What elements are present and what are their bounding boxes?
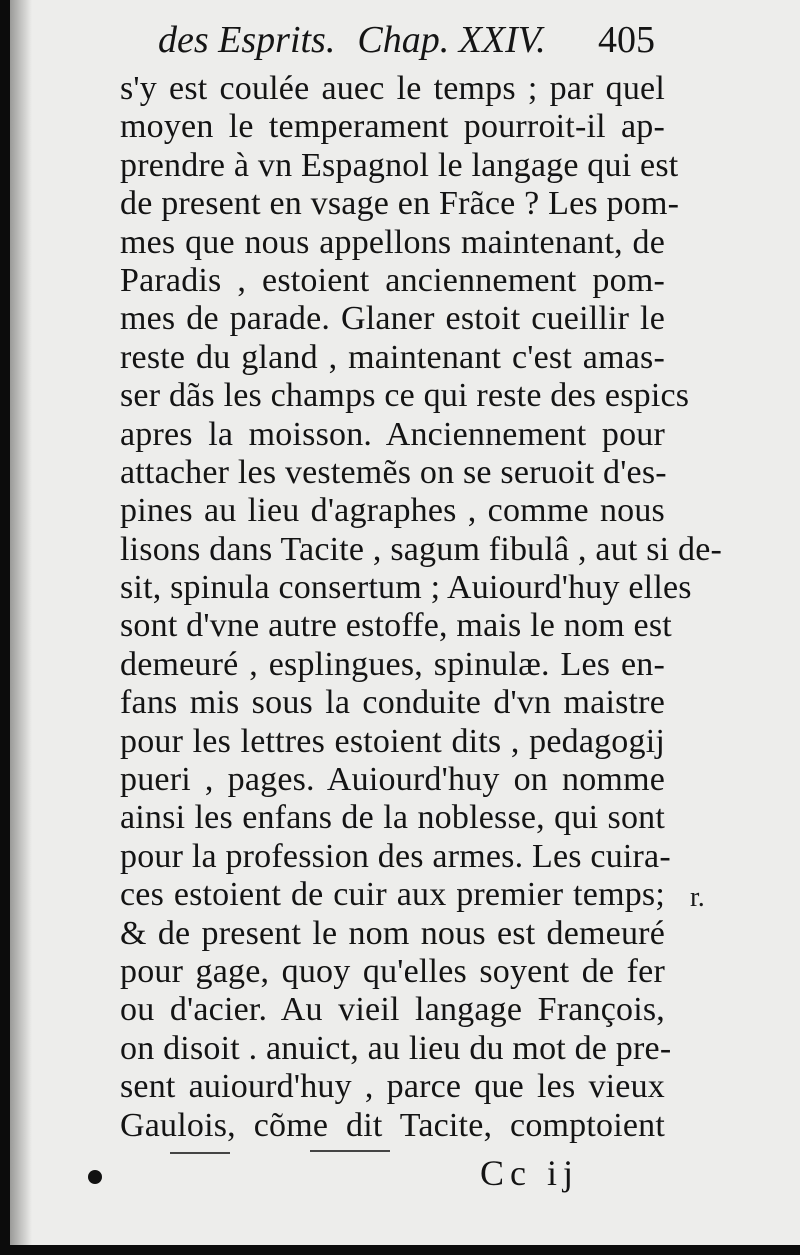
text-line: mes que nous appellons maintenant, de (120, 223, 665, 261)
text-line: attacher les vestemẽs on se seruoit d'es- (120, 453, 667, 491)
page-number: 405 (598, 19, 655, 61)
book-page (10, 0, 800, 1245)
text-line: demeuré , esplingues, spinulæ. Les en- (120, 645, 665, 683)
text-line: lisons dans Tacite , sagum fibulâ , aut si de- (120, 530, 723, 568)
text-line: Paradis , estoient anciennement pom- (120, 261, 665, 299)
text-line: ces estoient de cuir aux premier temps; (120, 876, 665, 914)
text-line: fans mis sous la conduite d'vn maistre (120, 684, 665, 722)
page-gutter-shadow (10, 0, 32, 1245)
running-header (158, 18, 678, 62)
margin-note: r. (690, 882, 705, 913)
text-line: ainsi les enfans de la noblesse, qui sont (120, 799, 665, 837)
header-left: des Esprits. (158, 19, 336, 61)
text-line: mes de parade. Glaner estoit cueillir le (120, 300, 665, 338)
text-line: reste du gland , maintenant c'est amas- (120, 338, 665, 376)
text-line: s'y est coulée auec le temps ; par quel (120, 70, 665, 107)
text-line: moyen le temperament pourroit-il ap- (120, 108, 665, 146)
text-line: & de present le nom nous est demeuré (120, 914, 665, 952)
text-line: pour gage, quoy qu'elles soyent de fer (120, 952, 665, 990)
text-line: sent auiourd'huy , parce que les vieux (120, 1068, 665, 1106)
text-line: pour la profession des armes. Les cuira- (120, 837, 671, 875)
text-line: sont d'vne autre estoffe, mais le nom est (120, 607, 672, 645)
signature-mark: Cc ij (480, 1153, 579, 1193)
header-chapter: Chap. XXIV. (357, 19, 546, 61)
text-line: prendre à vn Espagnol le langage qui est (120, 146, 679, 184)
print-mark (310, 1150, 390, 1152)
text-line: pour les lettres estoient dits , pedagogij (120, 722, 665, 760)
print-mark (170, 1152, 230, 1154)
text-line: ser dãs les champs ce qui reste des espics (120, 377, 690, 415)
text-line: apres la moisson. Anciennement pour (120, 415, 665, 453)
text-line: de present en vsage en Frãce ? Les pom- (120, 185, 680, 223)
text-line: ou d'acier. Au vieil langage François, (120, 991, 665, 1029)
body-text (120, 70, 723, 1145)
text-line: Gaulois, cõme dit Tacite, comptoient (120, 1106, 665, 1144)
text-line: pines au lieu d'agraphes , comme nous (120, 492, 665, 530)
text-line: sit, spinula consertum ; Auiourd'huy elles (120, 569, 692, 607)
text-line: on disoit . anuict, au lieu du mot de pre- (120, 1029, 672, 1067)
ink-spot (88, 1170, 102, 1184)
text-line: pueri , pages. Auiourd'huy on nomme (120, 761, 665, 799)
